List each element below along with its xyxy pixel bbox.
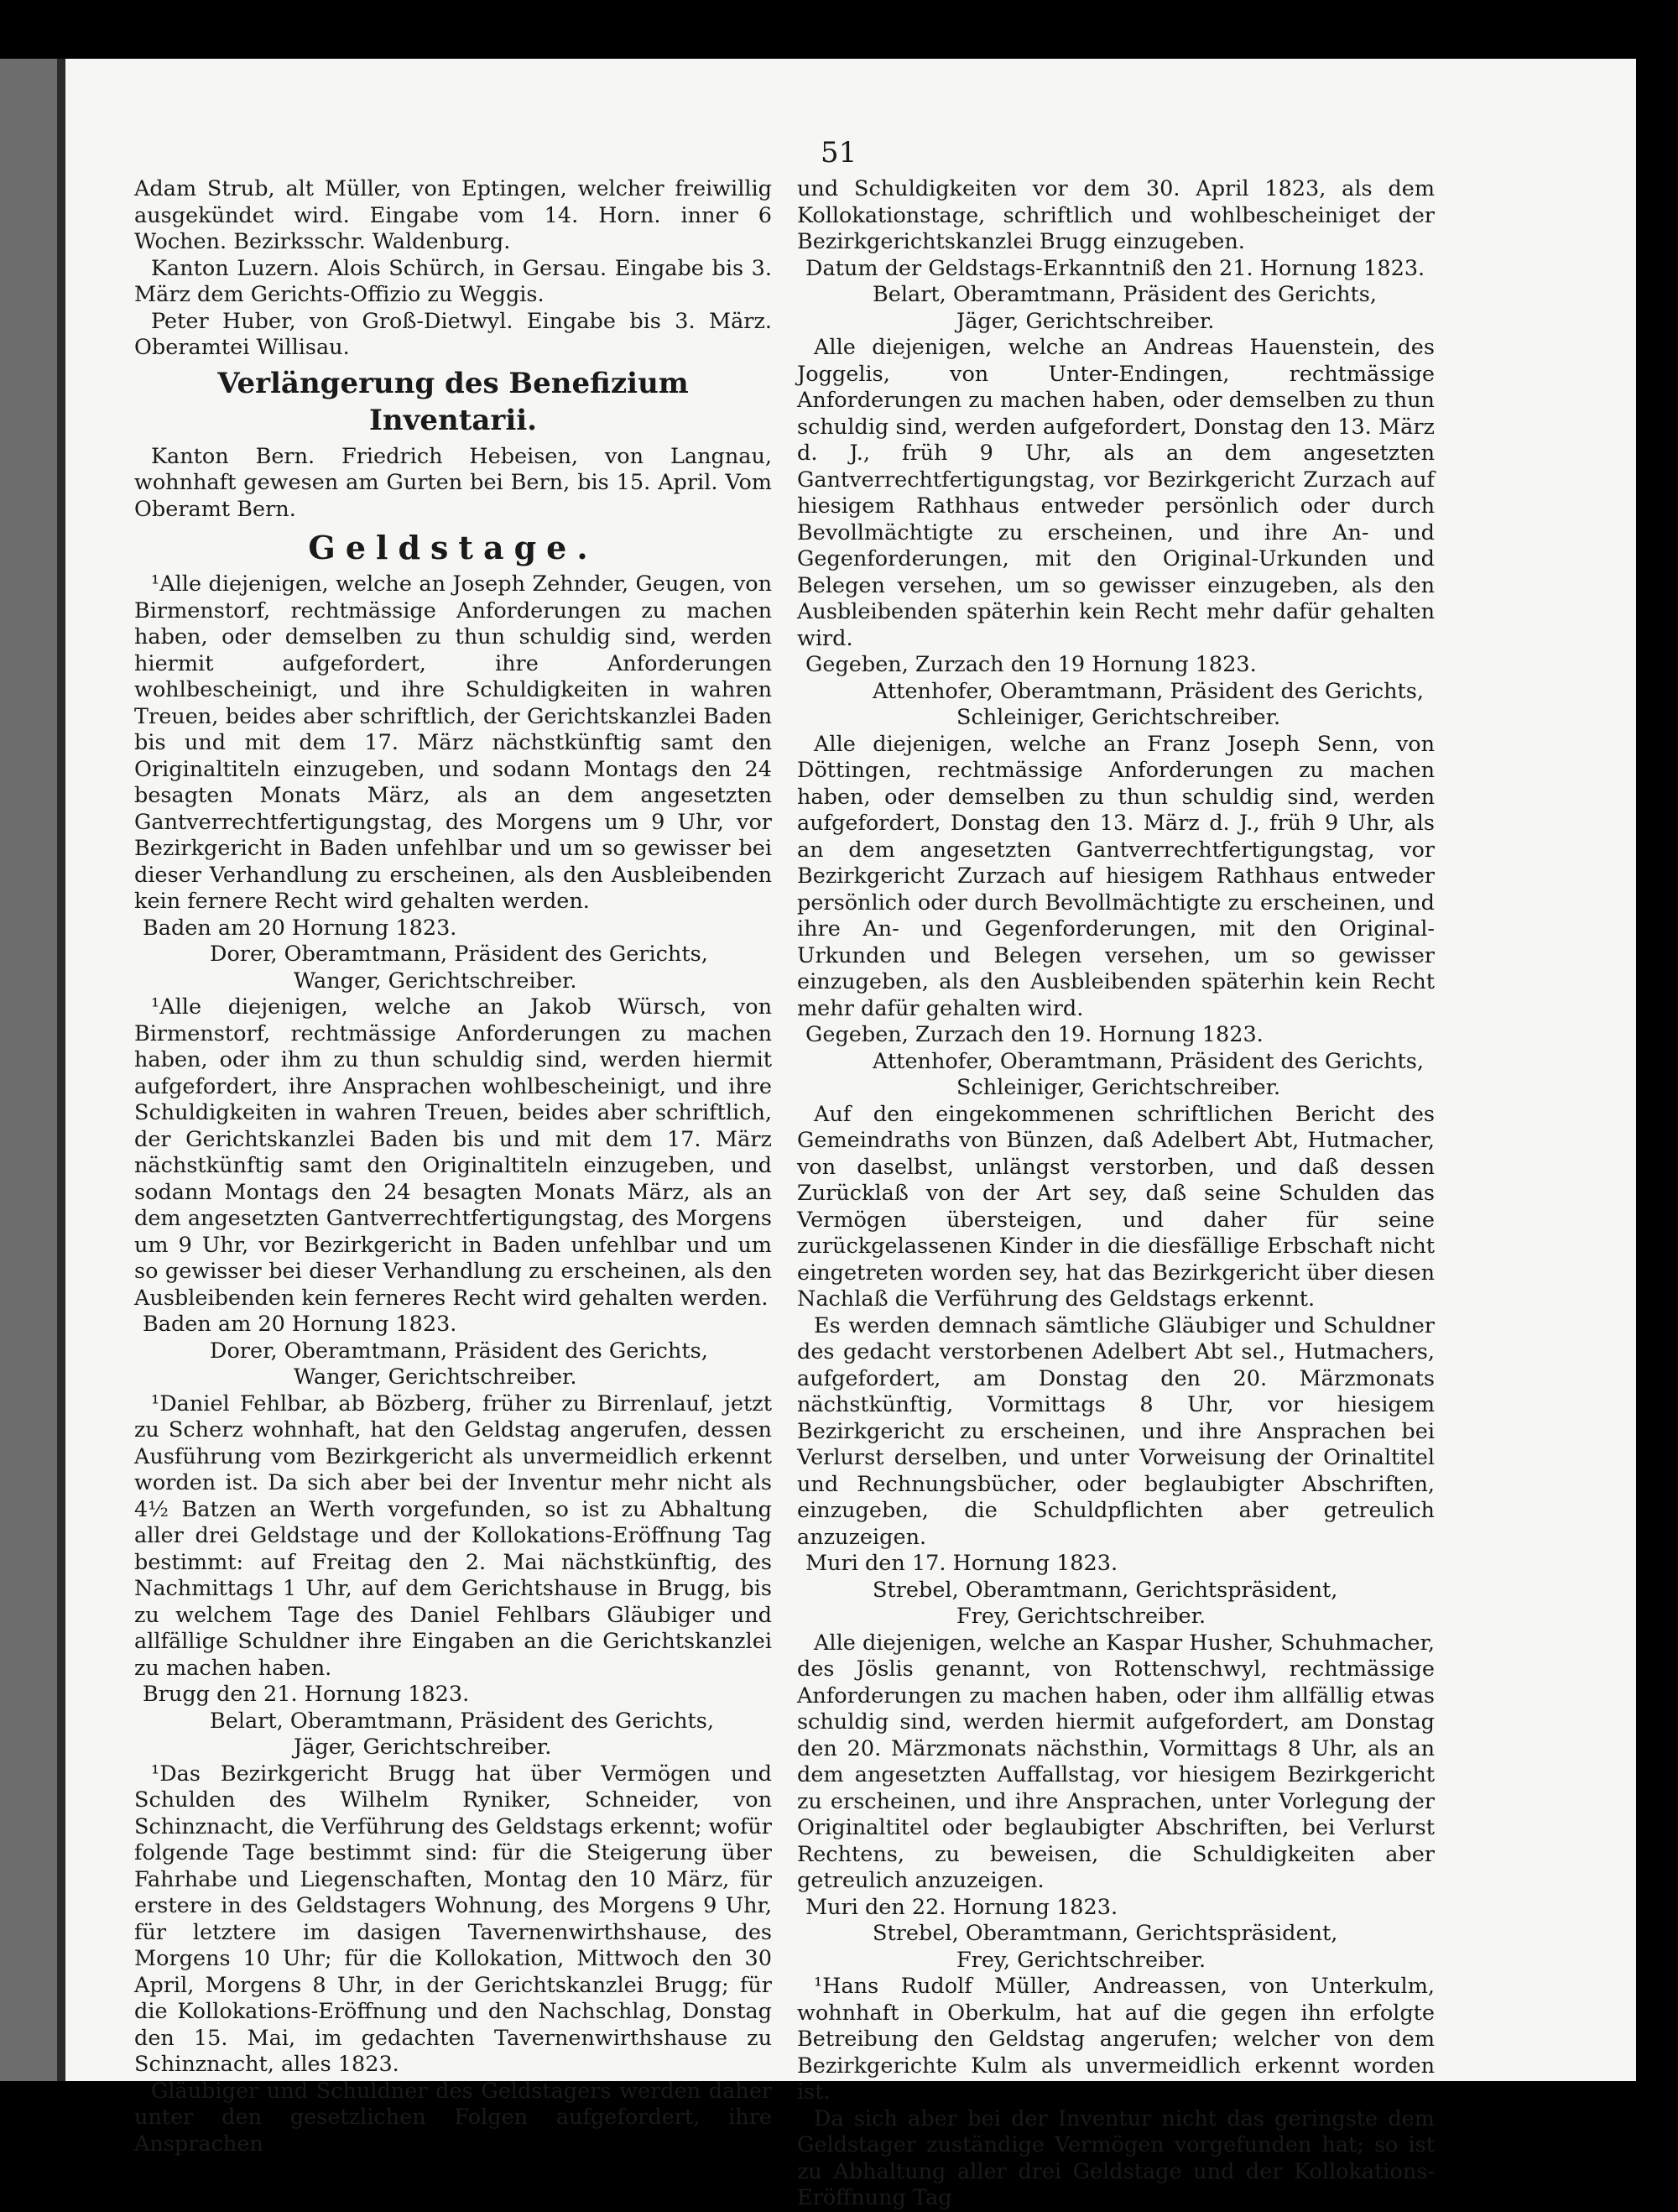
notice-paragraph: Auf den eingekommenen schriftlichen Bericht des Gemeindraths von Bünzen, daß Adelbert Abt, Hutmacher, von daselbst, unlängst verstorben, und daß dessen Zurücklaß von der Art sey, daß seine Schulden das Vermögen übersteigen, und daher für seine zurückgelassenen Kinder in die diesfällige Erbschaft nicht eingetreten worden sey, hat das Bezirkgericht über diesen Nachlaß die Verführung des Geldstags erkennt. (797, 1101, 1435, 1312)
notice-signature: Frey, Gerichtschreiber. (956, 1604, 1206, 1629)
notice-paragraph: Alle diejenigen, welche an Andreas Hauenstein, des Joggelis, von Unter-Endingen, rechtmässige Anforderungen zu machen haben, oder demselben zu thun schuldig sind, werden aufgefordert, Donstag den 13. März d. J., früh 9 Uhr, als an dem angesetzten Gantverrechtfertigungstag, vor Bezirkgericht Zurzach auf hiesigem Rathhaus entweder persönlich oder durch Bevollmächtigte zu erscheinen, und ihre An- und Gegenforderungen, mit den Original-Urkunden und Belegen versehen, um so gewisser einzugeben, als den Ausbleibenden späterhin kein Recht mehr dafür gehalten wird. (797, 335, 1435, 651)
page-number: 51 (821, 136, 857, 170)
notice-date: Gegeben, Zurzach den 19 Hornung 1823. (805, 652, 1257, 677)
notice-paragraph: und Schuldigkeiten vor dem 30. April 1823, als dem Kollokationstage, schriftlich und wohlbescheiniget der Bezirkgerichtskanzlei Brugg einzugeben. (797, 176, 1435, 254)
right-column (797, 176, 1435, 2212)
notice-signature: Strebel, Oberamtmann, Gerichtspräsident, (873, 1921, 1338, 1946)
notice-signature: Jäger, Gerichtschreiber. (294, 1735, 552, 1760)
notice-date: Datum der Geldstags-Erkanntniß den 21. Hornung 1823. (805, 255, 1425, 281)
notice-signature: Schleiniger, Gerichtschreiber. (956, 705, 1281, 730)
notice-paragraph: Adam Strub, alt Müller, von Eptingen, welcher freiwillig ausgekündet wird. Eingabe vom 14. Horn. inner 6 Wochen. Bezirksschr. Waldenburg. (134, 176, 772, 254)
section-heading-geldstage: Geldstage. (308, 529, 598, 566)
notice-signature: Strebel, Oberamtmann, Gerichtspräsident, (873, 1577, 1338, 1603)
notice-signature: Wanger, Gerichtschreiber. (294, 968, 577, 994)
notice-signature: Dorer, Oberamtmann, Präsident des Gerichts, (210, 1338, 708, 1364)
notice-paragraph: Alle diejenigen, welche an Kaspar Husher, Schuhmacher, des Jöslis genannt, von Rottenschwyl, rechtmässige Anforderungen zu machen haben, oder ihm allfällig etwas schuldig sind, werden hiermit aufgefordert, am Donstag den 20. Märzmonats nächsthin, Vormittags 8 Uhr, als an dem angesetzten Auffallstag, vor hiesigem Bezirkgericht zu erscheinen, und ihre Ansprachen, unter Vorlegung der Originaltitel oder beglaubigter Abschriften, bei Verlurst Rechtens, zu beweisen, die Schuldigkeiten aber getreulich anzuzeigen. (797, 1630, 1435, 1893)
newspaper-page (65, 59, 1636, 2210)
notice-paragraph: ¹Das Bezirkgericht Brugg hat über Vermögen und Schulden des Wilhelm Ryniker, Schneider, von Schinznacht, die Verführung des Geldstags erkennt; wofür folgende Tage bestimmt sind: für die Steigerung über Fahrhabe und Liegenschaften, Montag den 10 März, für erstere in des Geldstagers Wohnung, des Morgens 9 Uhr, für letztere im dasigen Tavernenwirthshause, des Morgens 10 Uhr; für die Kollokation, Mittwoch den 30 April, Morgens 8 Uhr, in der Gerichtskanzlei Brugg; für die Kollokations-Eröffnung und den Nachschlag, Donstag den 15. Mai, im gedachten Tavernenwirthshause zu Schinznacht, alles 1823. (134, 1761, 772, 2077)
notice-paragraph: ¹Hans Rudolf Müller, Andreassen, von Unterkulm, wohnhaft in Oberkulm, hat auf die gegen ihn erfolgte Betreibung den Geldstag angerufen; welcher von dem Bezirkgerichte Kulm als unvermeidlich erkennt worden ist. (797, 1974, 1435, 2105)
section-heading-inventarii: Verlängerung des Benefizium Inventarii. (217, 366, 689, 437)
notice-paragraph: ¹Alle diejenigen, welche an Joseph Zehnder, Geugen, von Birmenstorf, rechtmässige Anforderungen zu machen haben, oder demselben zu thun schuldig sind, werden hiermit aufgefordert, ihre Anforderungen wohlbescheinigt, und ihre Schuldigkeiten in wahren Treuen, beides aber schriftlich, der Gerichtskanzlei Baden bis und mit dem 17. März nächstkünftig samt den Originaltiteln einzugeben, und sodann Montags den 24 besagten Monats März, als an dem angesetzten Gantverrechtfertigungstag, des Morgens um 9 Uhr, vor Bezirkgericht in Baden unfehlbar und um so gewisser bei dieser Verhandlung zu erscheinen, als den Ausbleibenden kein fernere Recht wird gehalten werden. (134, 571, 772, 914)
notice-date: Brugg den 21. Hornung 1823. (143, 1682, 470, 1707)
notice-signature: Schleiniger, Gerichtschreiber. (956, 1075, 1281, 1100)
left-column (134, 176, 772, 2157)
notice-date: Gegeben, Zurzach den 19. Hornung 1823. (805, 1022, 1264, 1047)
notice-date: Baden am 20 Hornung 1823. (143, 915, 457, 941)
notice-paragraph: Kanton Bern. Friedrich Hebeisen, von Langnau, wohnhaft gewesen am Gurten bei Bern, bis 15. April. Vom Oberamt Bern. (134, 443, 772, 522)
notice-paragraph: Kanton Luzern. Alois Schürch, in Gersau. Eingabe bis 3. März dem Gerichts-Offizio zu Weggis. (134, 255, 772, 307)
notice-paragraph: Da sich aber bei der Inventur nicht das geringste dem Geldstager zuständige Vermögen vorgefunden hat; so ist zu Abhaltung aller drei Geldstage und der Kollokations-Eröffnung Tag (797, 2105, 1435, 2210)
scan-left-edge (0, 59, 57, 2081)
notice-paragraph: ¹Daniel Fehlbar, ab Bözberg, früher zu Birrenlauf, jetzt zu Scherz wohnhaft, hat den Geldstag angerufen, dessen Ausführung vom Bezirkgericht als unvermeidlich erkennt worden ist. Da sich aber bei der Inventur mehr nicht als 4½ Batzen an Werth vorgefunden, so ist zu Abhaltung aller drei Geldstage und der Kollokations-Eröffnung Tag bestimmt: auf Freitag den 2. Mai nächstkünftig, des Nachmittags 1 Uhr, auf dem Gerichtshause in Brugg, bis zu welchem Tage des Daniel Fehlbars Gläubiger und allfällige Schuldner ihre Eingaben an die Gerichtskanzlei zu machen haben. (134, 1390, 772, 1681)
notice-signature: Attenhofer, Oberamtmann, Präsident des Gerichts, (873, 1048, 1424, 1074)
notice-date: Muri den 17. Hornung 1823. (805, 1551, 1118, 1576)
notice-date: Baden am 20 Hornung 1823. (143, 1312, 457, 1337)
notice-signature: Attenhofer, Oberamtmann, Präsident des Gerichts, (873, 678, 1424, 704)
notice-paragraph: Es werden demnach sämtliche Gläubiger und Schuldner des gedacht verstorbenen Adelbert Abt sel., Hutmachers, aufgefordert, am Donstag den 20. Märzmonats nächstkünftig, Vormittags 8 Uhr, vor hiesigem Bezirkgericht zu erscheinen, und ihre Ansprachen bei Verlurst derselben, und unter Vorweisung der Orinaltitel und Rechnungsbücher, oder beglaubigter Abschriften, einzugeben, die Schuldpflichten aber getreulich anzuzeigen. (797, 1312, 1435, 1550)
notice-paragraph: Peter Huber, von Groß-Dietwyl. Eingabe bis 3. März. Oberamtei Willisau. (134, 308, 772, 360)
notice-signature: Dorer, Oberamtmann, Präsident des Gerichts, (210, 942, 708, 967)
notice-paragraph: ¹Alle diejenigen, welche an Jakob Würsch, von Birmenstorf, rechtmässige Anforderungen zu machen haben, oder ihm zu thun schuldig sind, werden hiermit aufgefordert, ihre Ansprachen wohlbescheinigt, und ihre Schuldigkeiten in wahren Treuen, beides aber schriftlich, der Gerichtskanzlei Baden bis und mit dem 17. März nächstkünftig samt den Originaltiteln einzugeben, und sodann Montags den 24 besagten Monats März, als an dem angesetzten Gantverrechtfertigungstag, des Morgens um 9 Uhr, vor Bezirkgericht in Baden unfehlbar und um so gewisser bei dieser Verhandlung zu erscheinen, als den Ausbleibenden kein ferneres Recht wird gehalten werden. (134, 994, 772, 1311)
notice-signature: Belart, Oberamtmann, Präsident des Gerichts, (873, 282, 1377, 307)
notice-date: Muri den 22. Hornung 1823. (805, 1894, 1118, 1920)
notice-signature: Jäger, Gerichtschreiber. (956, 308, 1215, 334)
notice-paragraph: Gläubiger und Schuldner des Geldstagers werden daher unter den gesetzlichen Folgen aufgefordert, ihre Ansprachen (134, 2078, 772, 2157)
notice-paragraph: Alle diejenigen, welche an Franz Joseph Senn, von Döttingen, rechtmässige Anforderungen zu machen haben, oder demselben zu thun schuldig sind, werden aufgefordert, Donstag den 13. März d. J., früh 9 Uhr, als an dem angesetzten Gantverrechtfertigungstag, vor Bezirkgericht Zurzach auf hiesigem Rathhaus entweder persönlich oder durch Bevollmächtigte zu erscheinen, und ihre An- und Gegenforderungen, mit den Original-Urkunden und Belegen versehen, um so gewisser einzugeben, als den Ausbleibenden späterhin kein Recht mehr dafür gehalten wird. (797, 731, 1435, 1021)
scan-gutter (57, 59, 65, 2081)
notice-signature: Frey, Gerichtschreiber. (956, 1947, 1206, 1973)
notice-signature: Belart, Oberamtmann, Präsident des Gerichts, (210, 1708, 714, 1734)
notice-signature: Wanger, Gerichtschreiber. (294, 1364, 577, 1390)
